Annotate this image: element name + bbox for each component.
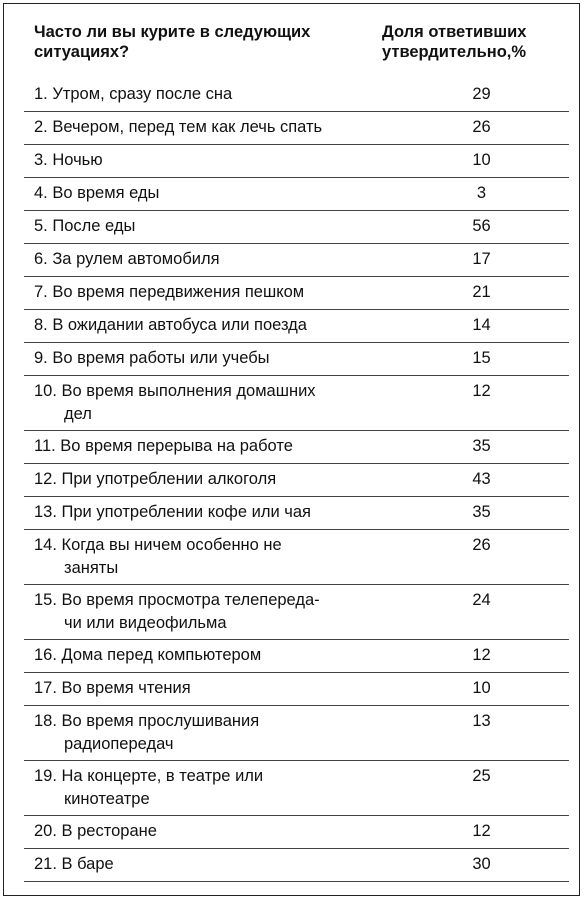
- row-label-continuation: кинотеатре: [64, 790, 150, 808]
- table-row: [24, 310, 569, 343]
- table-row: [24, 816, 569, 849]
- row-label-text: 14. Когда вы ничем особенно не: [34, 536, 282, 554]
- row-label: [24, 244, 424, 271]
- question-header: [34, 22, 374, 62]
- row-label: [24, 79, 424, 106]
- row-label-text: 18. Во время прослушивания: [34, 712, 260, 730]
- row-label: [24, 145, 424, 172]
- row-value: 14: [472, 316, 491, 334]
- row-label-text: 8. В ожидании автобуса или поезда: [34, 316, 307, 334]
- row-label: [24, 112, 424, 139]
- row-label: [24, 211, 424, 238]
- row-label-continuation: дел: [64, 405, 92, 423]
- row-value: 17: [472, 250, 491, 268]
- row-label: [24, 310, 424, 337]
- row-value: 3: [476, 184, 487, 202]
- row-label: [24, 178, 424, 205]
- row-label: [24, 706, 424, 756]
- question-header-line2: ситуациях?: [34, 43, 130, 61]
- row-value: 43: [472, 470, 491, 488]
- row-label: [24, 464, 424, 491]
- question-header-line1: Часто ли вы курите в следующих: [34, 23, 311, 41]
- row-value: 13: [472, 712, 491, 730]
- row-label-text: 10. Во время выполнения домашних: [34, 382, 316, 400]
- table-row: [24, 530, 569, 585]
- row-value: 29: [472, 85, 491, 103]
- row-value: 35: [472, 437, 491, 455]
- row-label-text: 5. После еды: [34, 217, 136, 235]
- answer-header-line1: Доля ответивших: [382, 23, 527, 41]
- row-label-text: 21. В баре: [34, 855, 114, 873]
- row-value: 15: [472, 349, 491, 367]
- row-label-text: 19. На концерте, в театре или: [34, 767, 264, 785]
- row-label-text: 7. Во время передвижения пешком: [34, 283, 305, 301]
- row-label: [24, 585, 424, 635]
- row-value: 21: [472, 283, 491, 301]
- row-label-continuation: чи или видеофильма: [64, 614, 227, 632]
- row-label-text: 15. Во время просмотра телепереда-: [34, 591, 320, 609]
- table-row: [24, 431, 569, 464]
- table-row: [24, 640, 569, 673]
- row-label-text: 13. При употреблении кофе или чая: [34, 503, 311, 521]
- row-label-continuation: радиопередач: [64, 735, 174, 753]
- row-value: 26: [472, 118, 491, 136]
- row-label: [24, 761, 424, 811]
- answer-header-line2: утвердительно,%: [382, 43, 527, 61]
- row-label-text: 20. В ресторане: [34, 822, 157, 840]
- row-label-text: 1. Утром, сразу после сна: [34, 85, 233, 103]
- row-value: 26: [472, 536, 491, 554]
- row-label-text: 9. Во время работы или учебы: [34, 349, 270, 367]
- table-row: [24, 706, 569, 761]
- row-value: 10: [472, 679, 491, 697]
- row-value: 10: [472, 151, 491, 169]
- table-row: [24, 277, 569, 310]
- row-label-continuation: заняты: [64, 559, 119, 577]
- row-label-text: 11. Во время перерыва на работе: [34, 437, 293, 455]
- table-row: [24, 464, 569, 497]
- table-header: [7, 4, 578, 79]
- row-value: 25: [472, 767, 491, 785]
- row-label: [24, 640, 424, 667]
- table-row: [24, 178, 569, 211]
- row-value: 56: [472, 217, 491, 235]
- row-label-text: 4. Во время еды: [34, 184, 160, 202]
- table-body: [24, 79, 569, 882]
- row-label: [24, 849, 424, 876]
- table-row: [24, 343, 569, 376]
- table-row: [24, 673, 569, 706]
- row-label-text: 17. Во время чтения: [34, 679, 191, 697]
- row-label: [24, 673, 424, 700]
- table-row: [24, 497, 569, 530]
- row-value: 12: [472, 646, 491, 664]
- table-row: [24, 376, 569, 431]
- row-label-text: 2. Вечером, перед тем как лечь спать: [34, 118, 323, 136]
- table-row: [24, 145, 569, 178]
- table-row: [24, 585, 569, 640]
- row-label: [24, 816, 424, 843]
- row-label: [24, 343, 424, 370]
- row-label-text: 3. Ночью: [34, 151, 103, 169]
- table-row: [24, 244, 569, 277]
- row-label: [24, 431, 424, 458]
- table-row: [24, 849, 569, 882]
- row-label-text: 16. Дома перед компьютером: [34, 646, 262, 664]
- row-label: [24, 277, 424, 304]
- row-value: 30: [472, 855, 491, 873]
- answer-header: [382, 22, 562, 62]
- row-value: 24: [472, 591, 491, 609]
- row-label: [24, 530, 424, 580]
- table-row: [24, 112, 569, 145]
- table-row: [24, 79, 569, 112]
- table-row: [24, 211, 569, 244]
- row-label-text: 12. При употреблении алкоголя: [34, 470, 277, 488]
- row-label: [24, 376, 424, 426]
- table-row: [24, 761, 569, 816]
- row-value: 12: [472, 822, 491, 840]
- row-label-text: 6. За рулем автомобиля: [34, 250, 220, 268]
- row-value: 12: [472, 382, 491, 400]
- row-label: [24, 497, 424, 524]
- row-value: 35: [472, 503, 491, 521]
- table-frame: [3, 3, 580, 896]
